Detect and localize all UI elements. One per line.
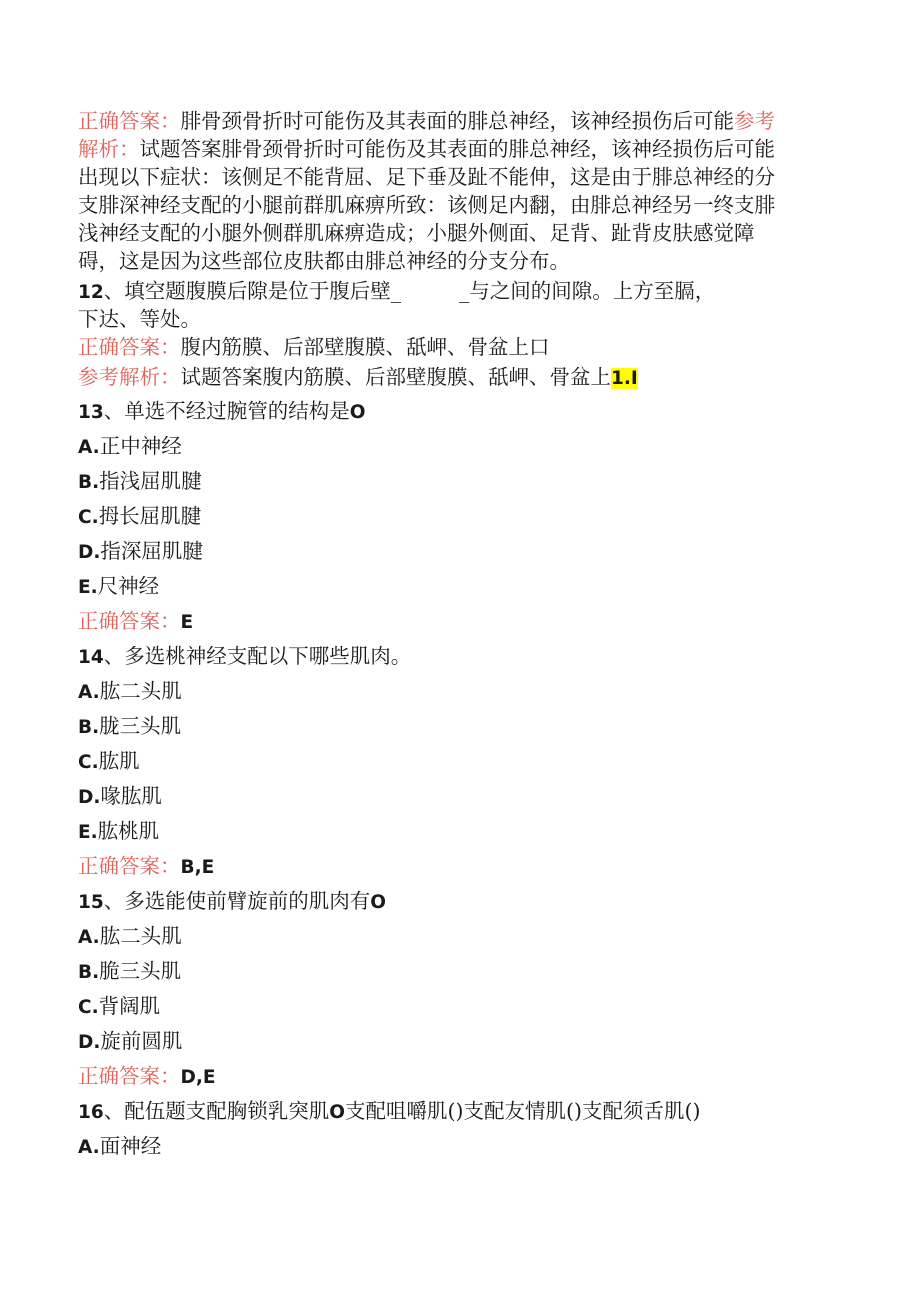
answer-text: 腹内筋膜、后部壁腹膜、舐岬、骨盆上口 (180, 335, 550, 359)
q12-question-cont: 下达、等处。 (78, 307, 201, 331)
question-number: 12 (78, 282, 104, 303)
highlighted-text: 1.I (611, 368, 638, 389)
question-number: 14 (78, 647, 104, 668)
option-d (78, 537, 203, 567)
option-letter: A. (78, 927, 100, 948)
option-text: 脆三头肌 (99, 959, 182, 983)
option-text: 拇长屈肌腱 (98, 504, 202, 528)
option-letter: E. (78, 577, 98, 598)
option-text: 肱桃肌 (97, 819, 160, 843)
answer-label: 正确答案： (78, 609, 181, 633)
option-text: 正中神经 (99, 434, 182, 458)
question-text: 、多选桃神经支配以下哪些肌肉。 (103, 644, 412, 668)
option-a (78, 677, 182, 707)
option-b (78, 467, 202, 497)
q16-question (78, 1097, 700, 1127)
question-text: 、多选能使前臂旋前的肌肉有 (103, 889, 371, 913)
answer-paren: () (447, 1099, 464, 1123)
question-number: 16 (78, 1102, 104, 1123)
answer-paren: () (565, 1099, 582, 1123)
answer-label: 正确答案： (78, 109, 181, 133)
answer-paren: O (349, 402, 366, 423)
q11-explanation-line (78, 135, 775, 163)
option-text: 旋前圆肌 (100, 1029, 183, 1053)
option-letter: B. (78, 962, 100, 983)
option-letter: A. (78, 682, 100, 703)
q14-question (78, 642, 411, 672)
explanation-label: 参考 (734, 109, 775, 133)
option-text: 指浅屈肌腱 (99, 469, 202, 493)
explanation-text: 试题答案腓骨颈骨折时可能伤及其表面的腓总神经，该神经损伤后可能 (139, 137, 775, 161)
option-a (78, 922, 182, 952)
explanation-label: 参考解析： (78, 365, 181, 389)
option-text: 胧三头肌 (99, 714, 182, 738)
option-letter: A. (78, 437, 100, 458)
option-text: 肱二头肌 (99, 924, 182, 948)
option-text: 尺神经 (97, 574, 160, 598)
option-text: 背阔肌 (98, 994, 161, 1018)
q12-answer (78, 333, 550, 361)
option-letter: E. (78, 822, 98, 843)
answer-label: 正确答案： (78, 854, 181, 878)
option-c (78, 502, 201, 532)
q12-explanation (78, 363, 638, 393)
answer-text: D,E (180, 1067, 216, 1088)
option-text: 面神经 (99, 1134, 162, 1158)
answer-paren: O (329, 1102, 345, 1123)
option-e (78, 572, 159, 602)
option-text: 指深屈肌腱 (100, 539, 203, 563)
option-letter: D. (78, 542, 101, 563)
option-d (78, 782, 162, 812)
option-b (78, 957, 181, 987)
q11-explanation-line: 支腓深神经支配的小腿前群肌麻痹所致：该侧足内翻，由腓总神经另一终支腓 (78, 193, 775, 217)
question-text: 支配咀嚼肌 (344, 1099, 448, 1123)
option-text: 肱肌 (98, 749, 140, 773)
q13-answer (78, 607, 193, 637)
q11-explanation-line: 碍，这是因为这些部位皮肤都由腓总神经的分支分布。 (78, 249, 570, 273)
q11-answer-line (78, 107, 775, 135)
option-letter: D. (78, 1032, 101, 1053)
q15-question (78, 887, 386, 917)
option-text: 肱二头肌 (99, 679, 182, 703)
q15-answer (78, 1062, 216, 1092)
option-letter: C. (78, 997, 99, 1018)
answer-paren: O (370, 892, 386, 913)
explanation-label: 解析： (78, 137, 140, 161)
option-letter: A. (78, 1137, 100, 1158)
question-text: 、单选不经过腕管的结构是 (103, 399, 350, 423)
question-text: 、配伍题支配胸锁乳突肌 (103, 1099, 330, 1123)
q12-question (78, 277, 715, 307)
option-a (78, 432, 182, 462)
option-letter: D. (78, 787, 101, 808)
option-letter: C. (78, 507, 99, 528)
option-b (78, 712, 181, 742)
question-text: _与之间的间隙。上方至膈， (459, 279, 716, 303)
answer-text: E (180, 612, 194, 633)
question-text: 、填空题腹膜后隙是位于腹后壁_ (103, 279, 401, 303)
q11-explanation-line: 出现以下症状：该侧足不能背屈、足下垂及趾不能伸，这是由于腓总神经的分 (78, 165, 775, 189)
option-letter: B. (78, 472, 100, 493)
answer-text: B,E (180, 857, 215, 878)
option-e (78, 817, 159, 847)
q14-answer (78, 852, 214, 882)
option-a (78, 1132, 161, 1162)
q11-explanation-line: 浅神经支配的小腿外侧群肌麻痹造成；小腿外侧面、足背、趾背皮肤感觉障 (78, 221, 755, 245)
option-letter: C. (78, 752, 99, 773)
option-c (78, 992, 160, 1022)
question-text: 支配友情肌 (463, 1099, 566, 1123)
answer-label: 正确答案： (78, 1064, 181, 1088)
answer-paren: () (684, 1099, 701, 1123)
option-c (78, 747, 140, 777)
question-number: 15 (78, 892, 104, 913)
q13-question (78, 397, 365, 427)
option-d (78, 1027, 182, 1057)
question-number: 13 (78, 402, 104, 423)
explanation-text: 试题答案腹内筋膜、后部壁腹膜、舐岬、骨盆上 (180, 365, 611, 389)
answer-label: 正确答案： (78, 335, 181, 359)
answer-text: 腓骨颈骨折时可能伤及其表面的腓总神经，该神经损伤后可能 (180, 109, 734, 133)
option-letter: B. (78, 717, 100, 738)
option-text: 喙肱肌 (100, 784, 162, 808)
question-text: 支配须舌肌 (581, 1099, 685, 1123)
